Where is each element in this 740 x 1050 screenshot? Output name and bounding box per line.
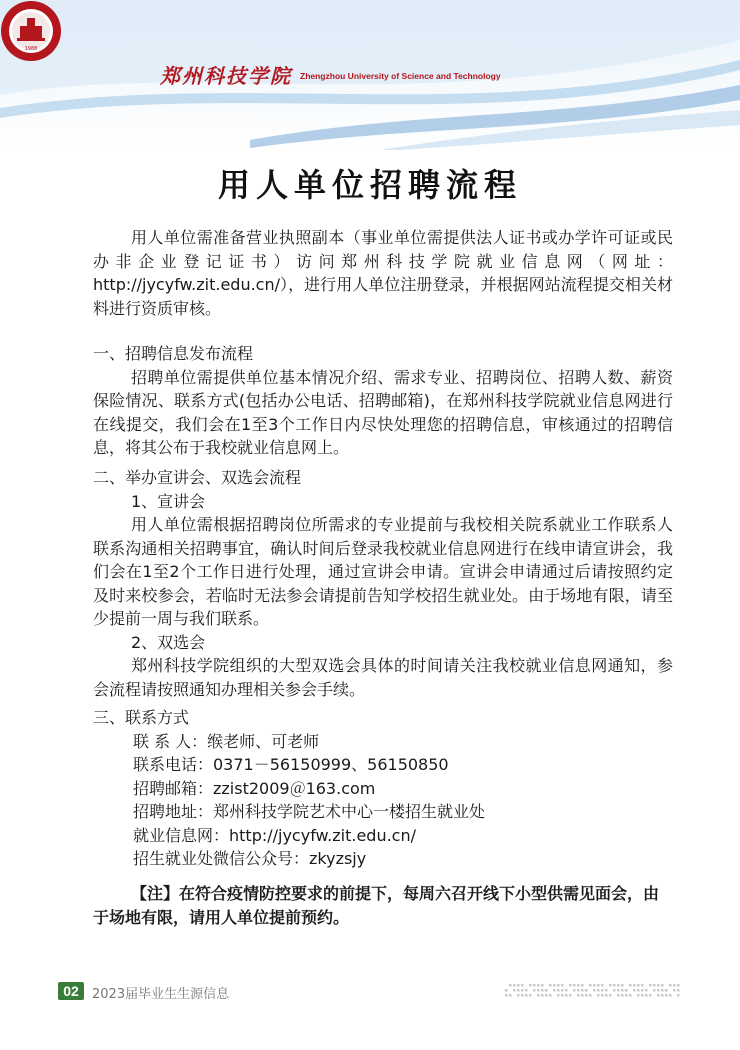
section-1-heading: 一、招聘信息发布流程 (93, 344, 254, 363)
page-number: 02 (58, 982, 84, 1000)
intro-paragraph: 用人单位需准备营业执照副本（事业单位需提供法人证书或办学许可证或民办非企业登记证书）访问郑州科技学院就业信息网（网址：http://jycyfw.zit.edu.cn/），进行用人单位注册登录，并根据网站流程提交相关材料进行资质审核。 (93, 228, 673, 318)
contact-person: 联 系 人：缑老师、可老师 (133, 731, 320, 751)
note-paragraph: 【注】在符合疫情防控要求的前提下，每周六召开线下小型供需见面会，由于场地有限，请用人单位提前预约。 (93, 884, 660, 927)
contact-website: 就业信息网：http://jycyfw.zit.edu.cn/ (133, 825, 417, 845)
intro-block (93, 226, 673, 320)
brand-chinese-name: 郑州科技学院 (160, 64, 292, 88)
contact-wechat: 招生就业处微信公众号：zkyzsjy (133, 849, 367, 868)
contact-email: 招聘邮箱：zzist2009＠163.com (133, 778, 376, 798)
section-1 (93, 342, 673, 460)
section-2-sub2-heading: 2、双选会 (131, 632, 206, 652)
contact-phone: 联系电话：0371－56150999、56150850 (133, 755, 449, 774)
footer-label: 2023届毕业生生源信息 (92, 987, 230, 1002)
section-2 (93, 466, 673, 701)
university-logo-icon (0, 0, 62, 62)
page-title: 用人单位招聘流程 (217, 166, 522, 204)
section-2-sub1-heading: 1、宣讲会 (131, 491, 206, 511)
footer-dot-pattern (505, 983, 685, 999)
svg-text:1988: 1988 (24, 46, 38, 52)
section-3 (93, 706, 673, 871)
section-2-sub2-text: 郑州科技学院组织的大型双选会具体的时间请关注我校就业信息网通知，参会流程请按照通知办理相关参会手续。 (93, 656, 673, 699)
section-1-text: 招聘单位需提供单位基本情况介绍、需求专业、招聘岗位、招聘人数、薪资保险情况、联系方式(包括办公电话、招聘邮箱)，在郑州科技学院就业信息网进行在线提交，我们会在1至3个工作日内尽快处理您的招聘信息，审核通过的招聘信息，将其公布于我校就业信息网上。 (93, 367, 673, 457)
section-3-heading: 三、联系方式 (93, 708, 190, 727)
brand-english-name: Zhengzhou University of Science and Technology (300, 71, 501, 81)
header-banner (0, 0, 740, 150)
contact-address: 招聘地址：郑州科技学院艺术中心一楼招生就业处 (133, 802, 486, 821)
section-2-sub1-text: 用人单位需根据招聘岗位所需求的专业提前与我校相关院系就业工作联系人联系沟通相关招聘事宜，确认时间后登录我校就业信息网进行在线申请宣讲会，我们会在1至2个工作日进行处理，通过宣讲会申请。宣讲会申请通过后请按照约定及时来校参会，若临时无法参会请提前告知学校招生就业处。由于场地有限，请至少提前一周与我们联系。 (93, 515, 673, 628)
section-2-heading: 二、举办宣讲会、双选会流程 (93, 468, 302, 487)
